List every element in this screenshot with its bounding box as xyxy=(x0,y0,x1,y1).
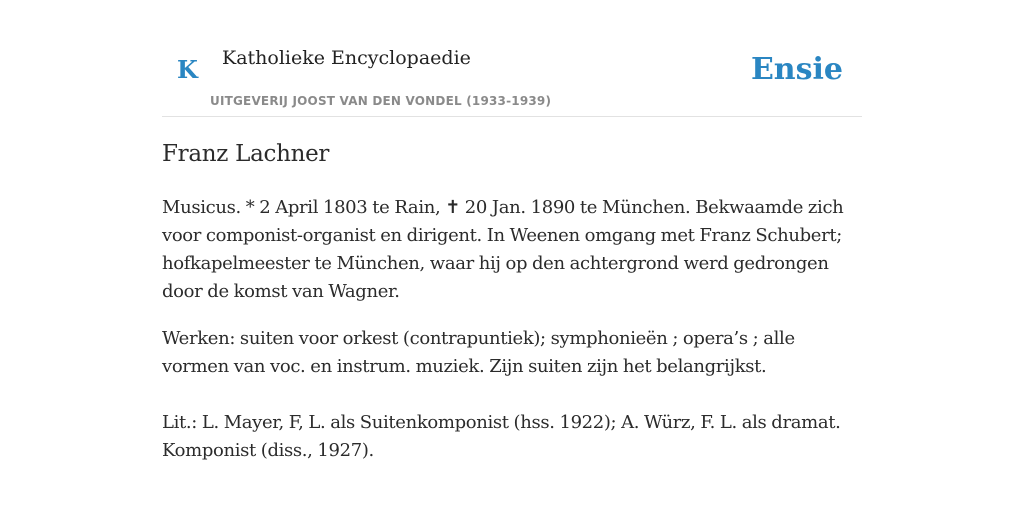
entry-paragraph-literature: Lit.: L. Mayer, F, L. als Suitenkomponist (hss. 1922); A. Würz, F. L. als dramat. Komponist (diss., 1927). xyxy=(162,412,841,461)
entry-title: Franz Lachner xyxy=(162,141,330,167)
site-header xyxy=(162,0,862,117)
site-logo-link[interactable]: K xyxy=(177,55,198,84)
entry-paragraph-biography: Musicus. * 2 April 1803 te Rain, ✝ 20 Jan. 1890 te München. Bekwaamde zich voor componist-organist en dirigent. In Weenen omgang met Franz Schubert; hofkapelmeester te München, waar hij op den achtergrond werd gedrongen door de komst van Wagner. xyxy=(162,197,844,302)
publisher-label: UITGEVERIJ JOOST VAN DEN VONDEL (1933-1939) xyxy=(210,94,552,108)
ensie-brand-link[interactable]: Ensie xyxy=(750,52,843,87)
entry-paragraph-works: Werken: suiten voor orkest (contrapuntiek); symphonieën ; opera’s ; alle vormen van voc. en instrum. muziek. Zijn suiten zijn het belangrijkst. xyxy=(162,328,795,377)
entry-content xyxy=(162,138,862,465)
encyclopedia-title-link[interactable]: Katholieke Encyclopaedie xyxy=(222,47,471,69)
